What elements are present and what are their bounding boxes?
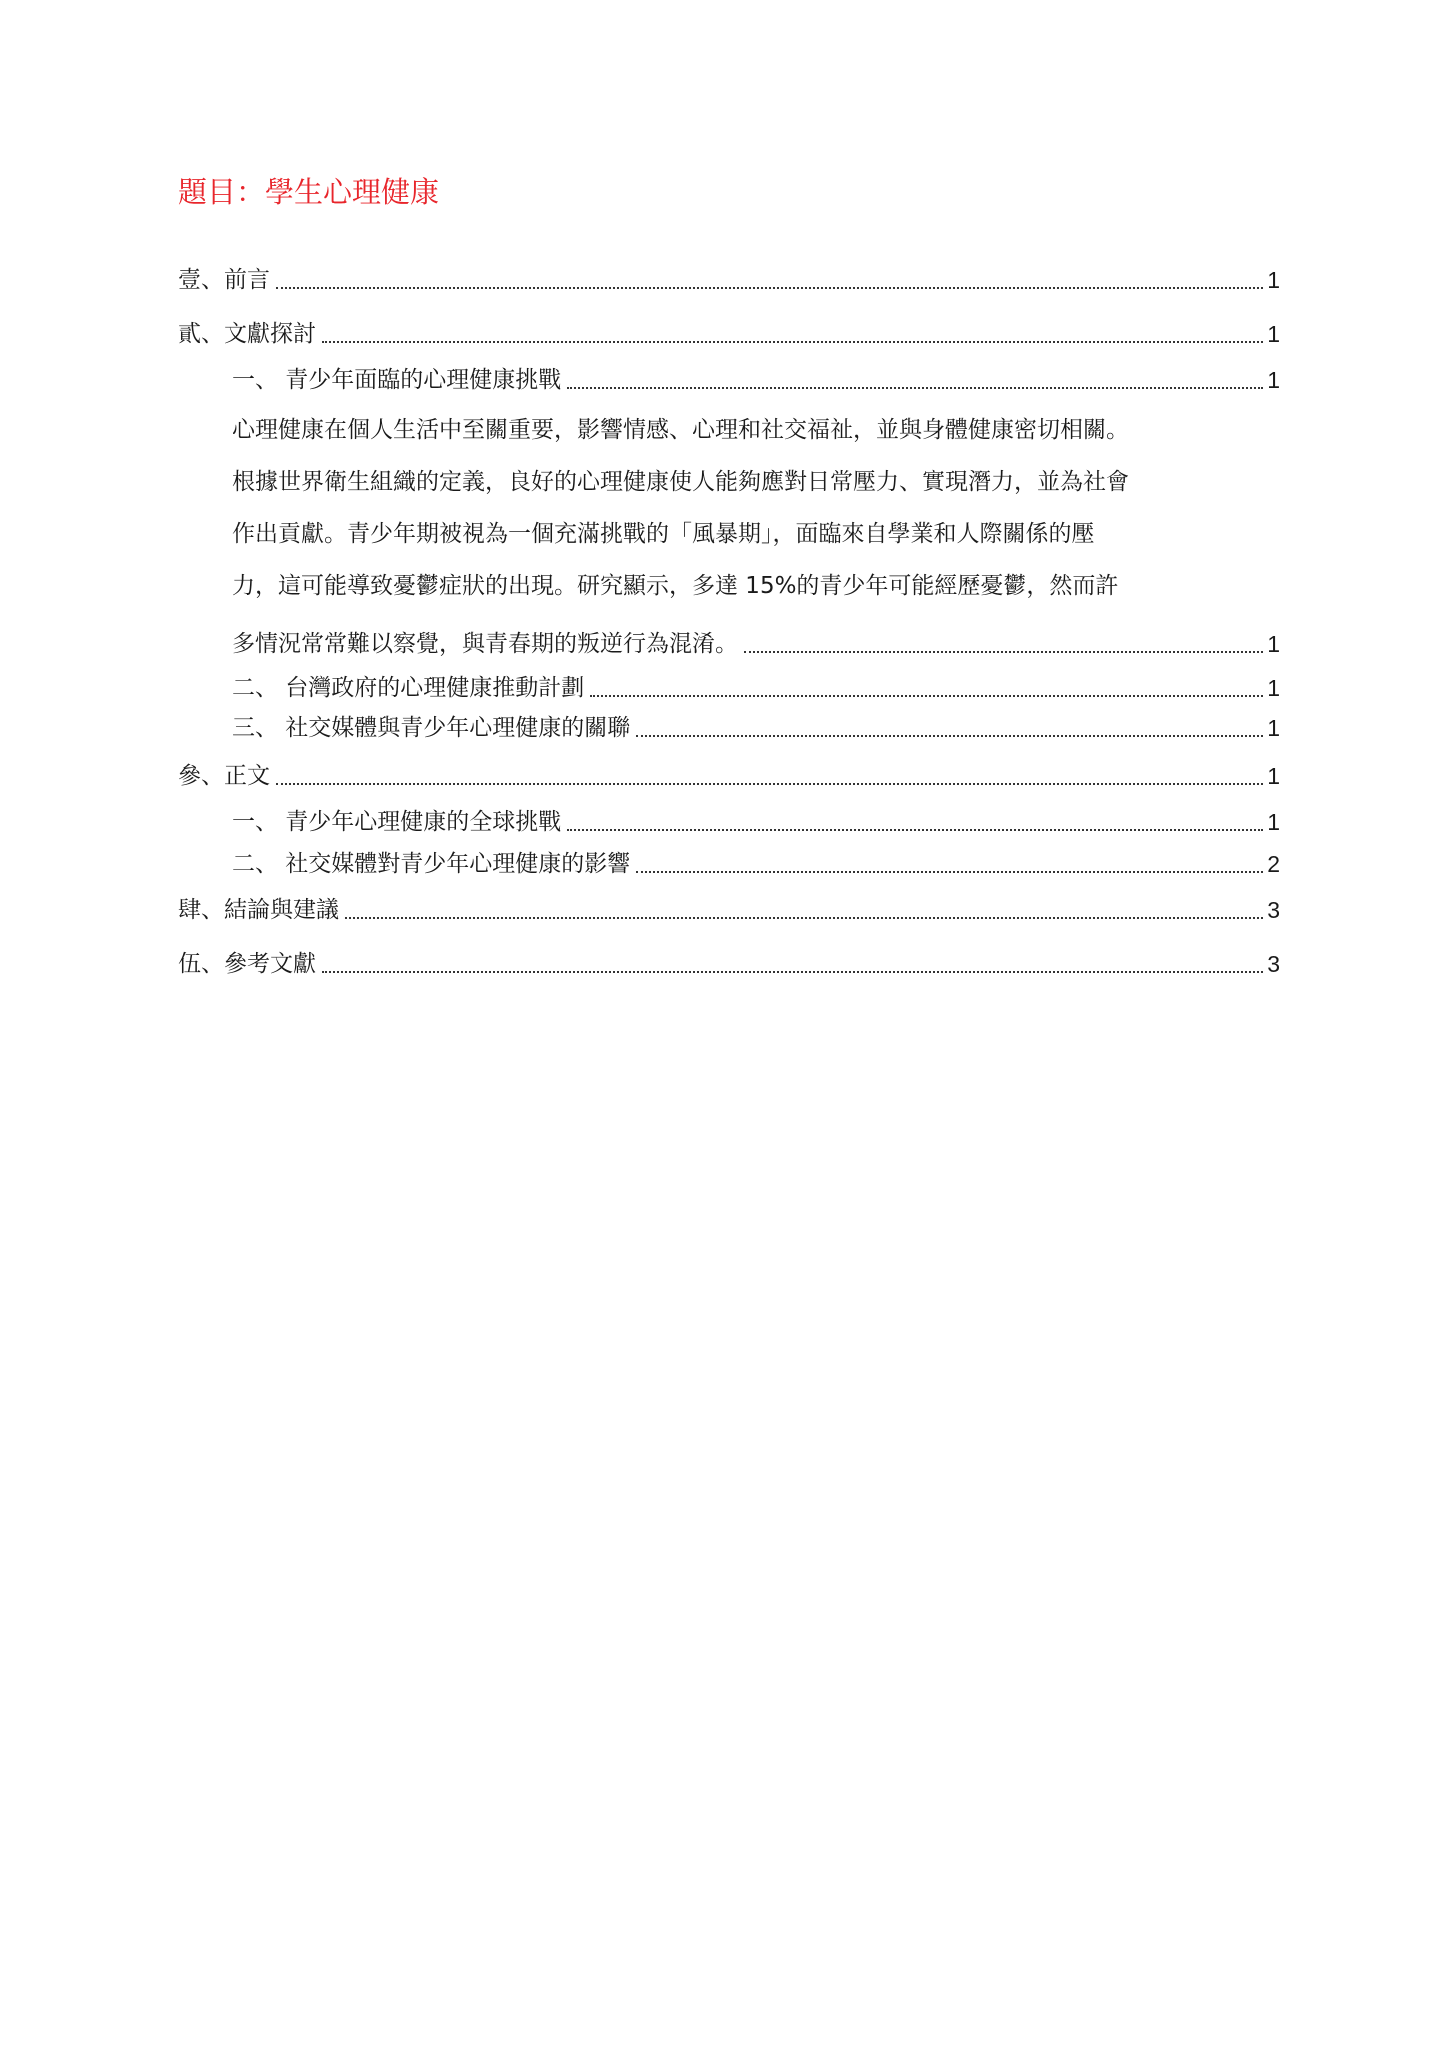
dot-leader [276, 287, 1263, 289]
dot-leader [590, 695, 1263, 697]
toc-paragraph-last-line[interactable] [232, 624, 1280, 660]
toc-page-number: 1 [1267, 267, 1280, 293]
toc-page-number: 2 [1267, 851, 1280, 877]
dot-leader [345, 917, 1263, 919]
paragraph-line: 心理健康在個人生活中至關重要，影響情感、心理和社交福祉，並與身體健康密切相關。 [232, 417, 1129, 443]
paragraph-line: 根據世界衛生組織的定義，良好的心理健康使人能夠應對日常壓力、實現潛力，並為社會 [232, 469, 1129, 495]
toc-page-number: 3 [1267, 897, 1280, 923]
toc-page-number: 1 [1267, 367, 1280, 393]
dot-leader [567, 829, 1263, 831]
dot-leader [636, 871, 1263, 873]
toc-page-number: 1 [1267, 321, 1280, 347]
dot-leader [276, 783, 1263, 785]
toc-entry-label: 三、 社交媒體與青少年心理健康的關聯 [232, 715, 631, 741]
toc-entry-label: 貳、文獻探討 [178, 321, 316, 347]
dot-leader [322, 341, 1263, 343]
toc-page-number: 1 [1267, 809, 1280, 835]
toc-entry-label: 二、 社交媒體對青少年心理健康的影響 [232, 851, 631, 877]
toc-entry-label: 一、 青少年面臨的心理健康挑戰 [232, 367, 562, 393]
paragraph-line: 多情況常常難以察覺，與青春期的叛逆行為混淆。 [232, 631, 738, 657]
toc-page-number: 1 [1267, 675, 1280, 701]
toc-entry-global-challenges[interactable] [232, 802, 1280, 838]
toc-entry-label: 二、 台灣政府的心理健康推動計劃 [232, 675, 585, 701]
toc-entry-social-media-impact[interactable] [232, 844, 1280, 880]
toc-entry-conclusion[interactable] [178, 890, 1280, 926]
toc-page-number: 1 [1267, 763, 1280, 789]
dot-leader [744, 651, 1263, 653]
toc-entry-foreword[interactable] [178, 260, 1280, 296]
toc-page-number: 1 [1267, 631, 1280, 657]
toc-entry-youth-challenges[interactable] [232, 360, 1280, 396]
toc-entry-label: 參、正文 [178, 763, 270, 789]
dot-leader [636, 735, 1263, 737]
toc-entry-references[interactable] [178, 944, 1280, 980]
toc-paragraph [232, 404, 1280, 612]
paragraph-line: 力，這可能導致憂鬱症狀的出現。研究顯示，多達 15%的青少年可能經歷憂鬱，然而許 [232, 573, 1119, 599]
toc-entry-taiwan-plan[interactable] [232, 668, 1280, 704]
toc-entry-label: 一、 青少年心理健康的全球挑戰 [232, 809, 562, 835]
dot-leader [567, 387, 1263, 389]
toc-entry-main-text[interactable] [178, 756, 1280, 792]
toc-entry-literature-review[interactable] [178, 314, 1280, 350]
toc-entry-label: 肆、結論與建議 [178, 897, 339, 923]
page-title: 題目：學生心理健康 [178, 175, 440, 209]
dot-leader [322, 971, 1263, 973]
toc-entry-social-media-relation[interactable] [232, 708, 1280, 744]
toc-page-number: 3 [1267, 951, 1280, 977]
toc-page-number: 1 [1267, 715, 1280, 741]
toc-entry-label: 伍、參考文獻 [178, 951, 316, 977]
toc-entry-label: 壹、前言 [178, 267, 270, 293]
paragraph-line: 作出貢獻。青少年期被視為一個充滿挑戰的「風暴期」，面臨來自學業和人際關係的壓 [232, 521, 1095, 547]
